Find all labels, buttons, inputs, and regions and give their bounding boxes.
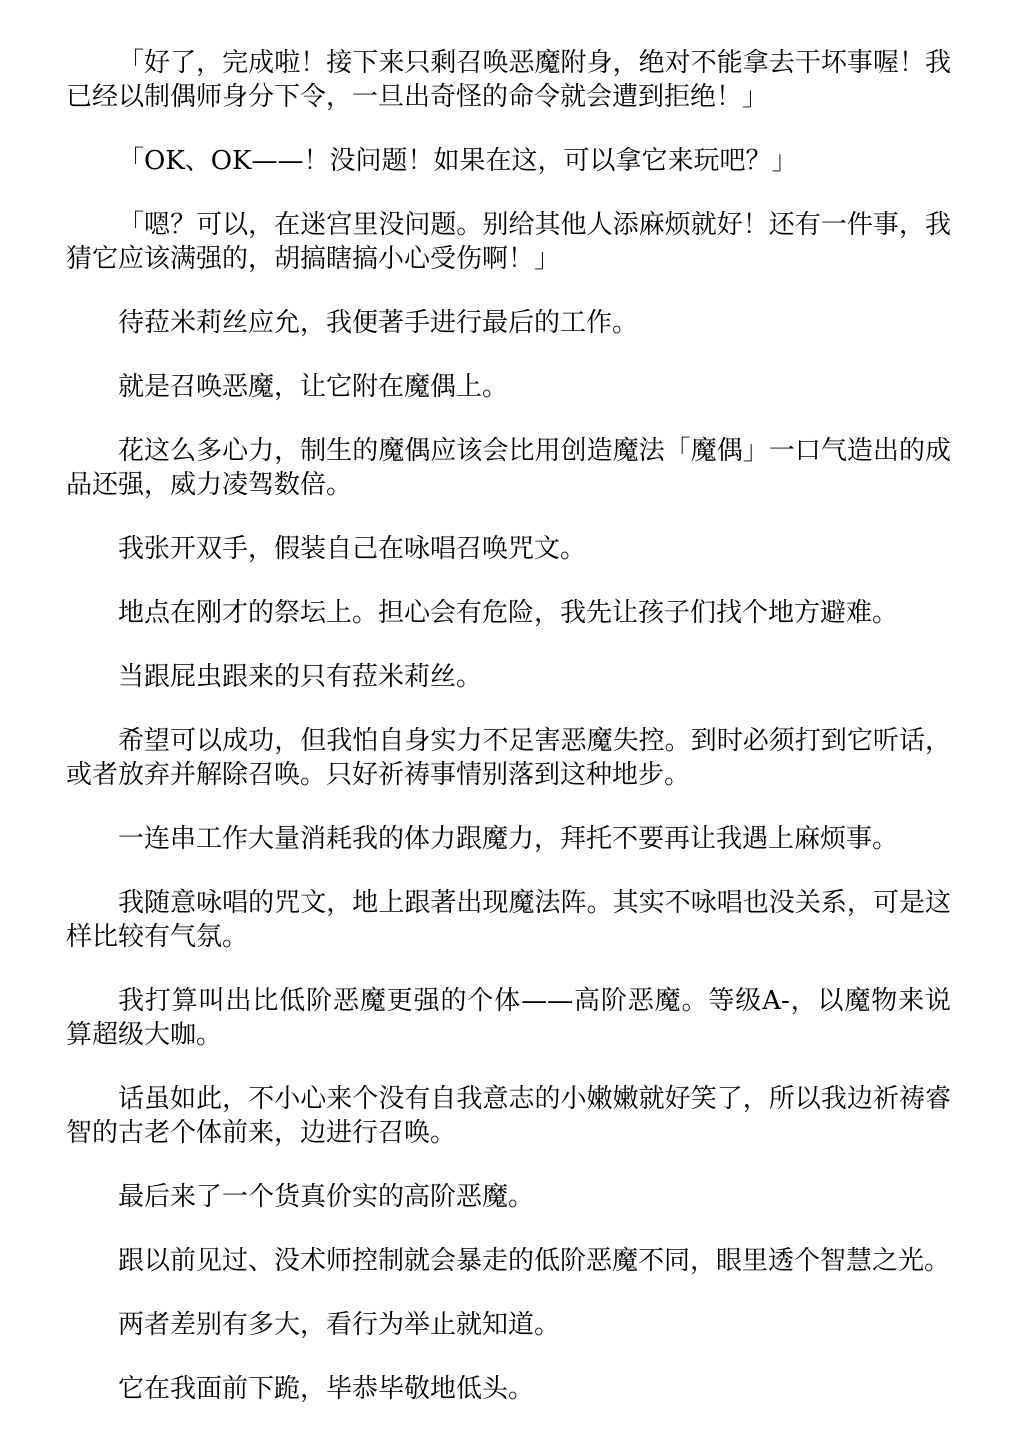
paragraph-2: 「OK、OK——！没问题！如果在这，可以拿它来玩吧？」 [118, 146, 798, 176]
paragraph-14: 话虽如此，不小心来个没有自我意志的小嫩嫩就好笑了，所以我边祈祷睿智的古老个体前来，边进行召唤。 [66, 1084, 951, 1148]
paragraph-8: 地点在刚才的祭坛上。担心会有危险，我先让孩子们找个地方避难。 [118, 598, 899, 628]
paragraph-10: 希望可以成功，但我怕自身实力不足害恶魔失控。到时必须打到它听话，或者放弃并解除召唤。只好祈祷事情别落到这种地步。 [66, 726, 951, 790]
paragraph-4: 待菈米莉丝应允，我便著手进行最后的工作。 [118, 308, 639, 338]
paragraph-11: 一连串工作大量消耗我的体力跟魔力，拜托不要再让我遇上麻烦事。 [118, 824, 899, 854]
paragraph-12: 我随意咏唱的咒文，地上跟著出现魔法阵。其实不咏唱也没关系，可是这样比较有气氛。 [66, 888, 951, 952]
paragraph-3: 「嗯？可以，在迷宫里没问题。别给其他人添麻烦就好！还有一件事，我猜它应该满强的，胡搞瞎搞小心受伤啊！」 [66, 210, 951, 274]
paragraph-7: 我张开双手，假装自己在咏唱召唤咒文。 [118, 534, 587, 564]
document-page [66, 46, 951, 1436]
paragraph-13: 我打算叫出比低阶恶魔更强的个体——高阶恶魔。等级A-，以魔物来说算超级大咖。 [66, 986, 951, 1050]
paragraph-5: 就是召唤恶魔，让它附在魔偶上。 [118, 372, 509, 402]
paragraph-1: 「好了，完成啦！接下来只剩召唤恶魔附身，绝对不能拿去干坏事喔！我已经以制偶师身分下令，一旦出奇怪的命令就会遭到拒绝！」 [66, 48, 951, 112]
paragraph-15: 最后来了一个货真价实的高阶恶魔。 [118, 1182, 535, 1212]
paragraph-9: 当跟屁虫跟来的只有菈米莉丝。 [118, 662, 483, 692]
paragraph-17: 两者差别有多大，看行为举止就知道。 [118, 1310, 561, 1340]
paragraph-18: 它在我面前下跪，毕恭毕敬地低头。 [118, 1374, 535, 1404]
paragraph-16: 跟以前见过、没术师控制就会暴走的低阶恶魔不同，眼里透个智慧之光。 [118, 1246, 951, 1276]
paragraph-6: 花这么多心力，制生的魔偶应该会比用创造魔法「魔偶」一口气造出的成品还强，威力凌驾数倍。 [66, 436, 951, 500]
